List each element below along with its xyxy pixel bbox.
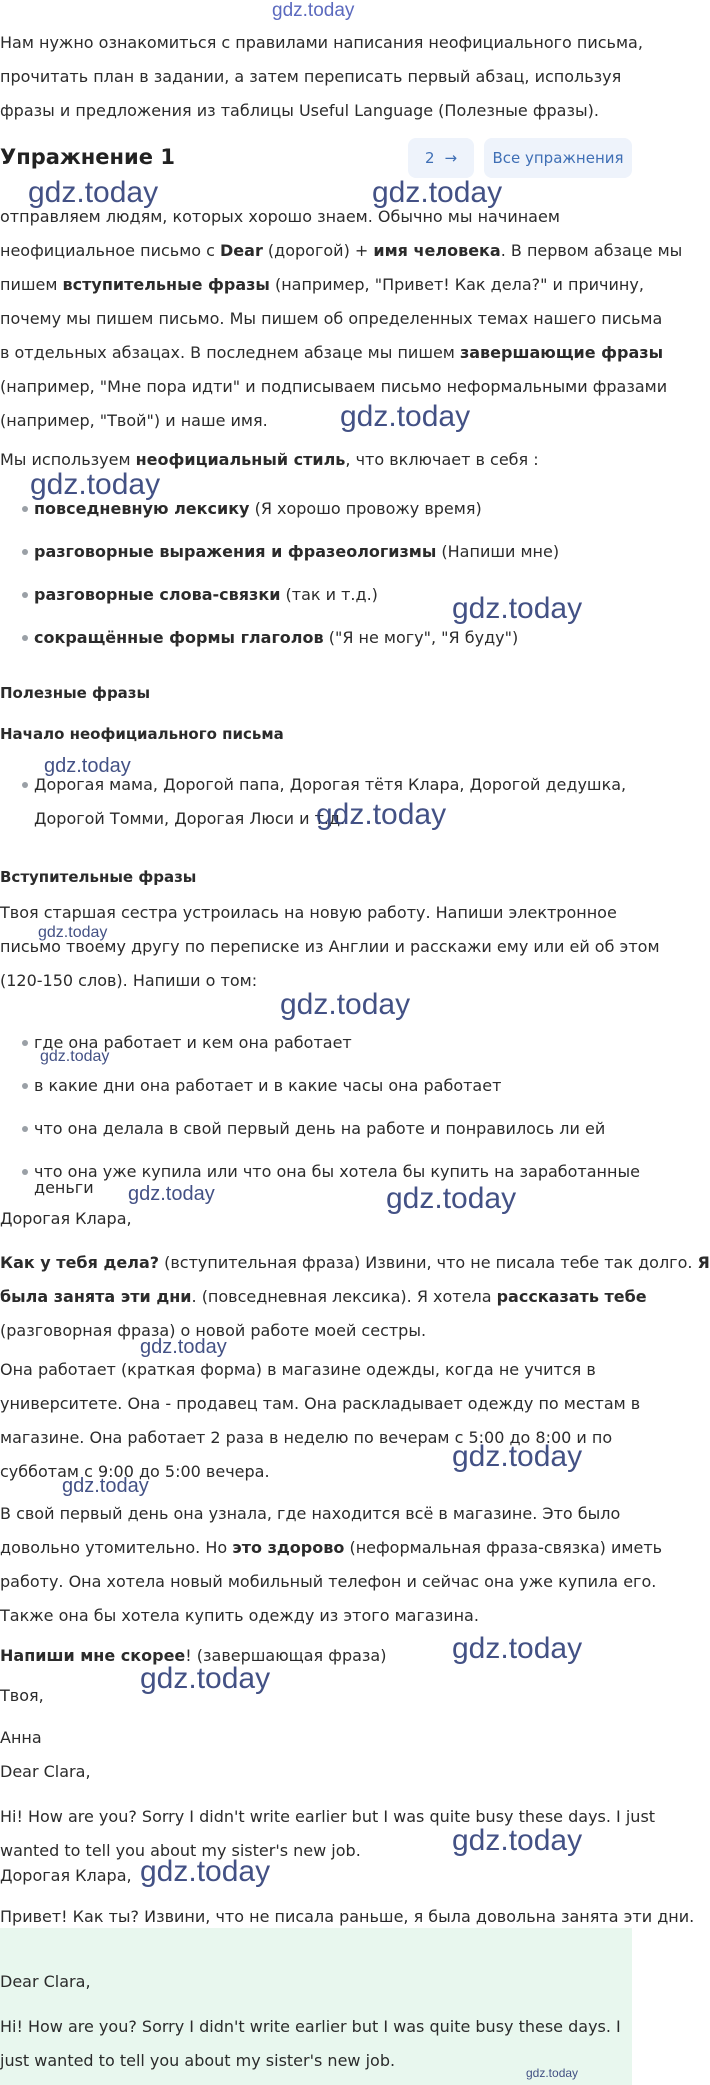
watermark: gdz.today	[38, 924, 108, 941]
start-item-line-1: Дорогая мама, Дорогой папа, Дорогая тётя Клара, Дорогой дедушка,	[34, 775, 627, 794]
letter-closing: Напиши мне скорее! (завершающая фраза)	[0, 1646, 387, 1665]
bullet-icon	[22, 592, 28, 598]
exercise-title: Упражнение 1	[0, 145, 175, 169]
letter-p2-line-1: Она работает (краткая форма) в магазине одежды, когда не учится в	[0, 1360, 596, 1379]
style-item-4: сокращённые формы глаголов ("Я не могу", "Я буду")	[34, 628, 519, 647]
watermark: gdz.today	[452, 1824, 583, 1857]
intro-line-1: Нам нужно ознакомиться с правилами написания неофициального письма,	[0, 33, 643, 52]
intro-line-2: прочитать план в задании, а затем переписать первый абзац, используя	[0, 67, 622, 86]
letter-line-2: была занята эти дни. (повседневная лексика). Я хотела рассказать тебе	[0, 1287, 647, 1306]
watermark: gdz.today	[62, 1475, 149, 1497]
intro-line-3: фразы и предложения из таблицы Useful Language (Полезные фразы).	[0, 101, 599, 120]
watermark: gdz.today	[140, 1855, 271, 1888]
intro-phrases-title: Вступительные фразы	[0, 868, 197, 886]
task-line-1: Твоя старшая сестра устроилась на новую работу. Напиши электронное	[0, 903, 617, 922]
letter-start-title: Начало неофициального письма	[0, 725, 284, 743]
letter-greeting: Дорогая Клара,	[0, 1209, 132, 1228]
ru2-line-1: Привет! Как ты? Извини, что не писала раньше, я была довольна занята эти дни.	[0, 1907, 695, 1926]
ru2-greeting: Дорогая Клара,	[0, 1866, 132, 1885]
letter-line-3: (разговорная фраза) о новой работе моей сестры.	[0, 1321, 427, 1340]
task-line-2: письмо твоему другу по переписке из Англии и расскажи ему или ей об этом	[0, 937, 660, 956]
all-exercises-label: Все упражнения	[492, 149, 624, 167]
logo-watermark: gdz.today	[272, 0, 355, 21]
watermark: gdz.today	[40, 1048, 110, 1065]
watermark: gdz.today	[140, 1336, 227, 1358]
useful-phrases-title: Полезные фразы	[0, 684, 151, 702]
next-exercise-button[interactable]	[408, 138, 474, 178]
bullet-icon	[22, 549, 28, 555]
style-item-2: разговорные выражения и фразеологизмы (Напиши мне)	[34, 542, 560, 561]
all-exercises-button[interactable]	[484, 138, 632, 178]
p1-line-2: неофициальное письмо с Dear (дорогой) + имя человека. В первом абзаце мы	[0, 241, 683, 260]
p1-line-3: пишем вступительные фразы (например, "Привет! Как дела?" и причину,	[0, 275, 644, 294]
start-item-line-2: Дорогой Томми, Дорогая Люси и т.д.	[34, 809, 346, 828]
watermark: gdz.today	[140, 1662, 271, 1695]
p1-line-6: (например, "Мне пора идти" и подписываем письмо неформальными фразами	[0, 377, 668, 396]
bullet-icon	[22, 1169, 28, 1175]
letter-p3-line-4: Также она бы хотела купить одежду из этого магазина.	[0, 1606, 479, 1625]
bullet-icon	[22, 782, 28, 788]
letter-sign-2: Анна	[0, 1728, 42, 1747]
task-item-1: где она работает и кем она работает	[34, 1033, 352, 1052]
bullet-icon	[22, 635, 28, 641]
p1-line-1: отправляем людям, которых хорошо знаем. Обычно мы начинаем	[0, 207, 560, 226]
letter-p3-line-1: В свой первый день она узнала, где находится всё в магазине. Это было	[0, 1504, 621, 1523]
letter-p2-line-3: магазине. Она работает 2 раза в неделю по вечерам с 5:00 до 8:00 и по	[0, 1428, 613, 1447]
watermark: gdz.today	[526, 2066, 579, 2080]
letter-sign-1: Твоя,	[0, 1686, 44, 1705]
bullet-icon	[22, 1126, 28, 1132]
task-item-4-cont: деньги	[34, 1178, 94, 1197]
answer-greeting: Dear Clara,	[0, 1972, 91, 1991]
watermark: gdz.today	[280, 988, 411, 1021]
watermark: gdz.today	[452, 592, 583, 625]
task-item-2: в какие дни она работает и в какие часы она работает	[34, 1076, 502, 1095]
watermark: gdz.today	[30, 468, 161, 501]
answer-line-1: Hi! How are you? Sorry I didn't write earlier but I was quite busy these days. I	[0, 2017, 621, 2036]
next-exercise-label: 2	[424, 149, 435, 167]
task-line-3: (120-150 слов). Напиши о том:	[0, 971, 258, 990]
p1-line-4: почему мы пишем письмо. Мы пишем об определенных темах нашего письма	[0, 309, 663, 328]
watermark: gdz.today	[316, 798, 447, 831]
en-line-2: wanted to tell you about my sister's new job.	[0, 1841, 361, 1860]
letter-p2-line-4: субботам с 9:00 до 5:00 вечера.	[0, 1462, 270, 1481]
watermark: gdz.today	[452, 1632, 583, 1665]
watermark: gdz.today	[128, 1183, 215, 1205]
bullet-icon	[22, 1083, 28, 1089]
watermark: gdz.today	[386, 1182, 517, 1215]
bullet-icon	[22, 1040, 28, 1046]
style-item-3: разговорные слова-связки (так и т.д.)	[34, 585, 378, 604]
bullet-icon	[22, 506, 28, 512]
style-item-1: повседневную лексику (Я хорошо провожу время)	[34, 499, 482, 518]
p1-line-7: (например, "Твой") и наше имя.	[0, 411, 268, 430]
letter-p3-line-2: довольно утомительно. Но это здорово (неформальная фраза-связка) иметь	[0, 1538, 663, 1557]
task-item-4: что она уже купила или что она бы хотела бы купить на заработанные	[34, 1162, 640, 1181]
letter-line-1: Как у тебя дела? (вступительная фраза) Извини, что не писала тебе так долго. Я	[0, 1253, 710, 1272]
style-intro: Мы используем неофициальный стиль, что включает в себя :	[0, 450, 539, 469]
watermark: gdz.today	[340, 400, 471, 433]
letter-p2-line-2: университете. Она - продавец там. Она раскладывает одежду по местам в	[0, 1394, 641, 1413]
watermark: gdz.today	[372, 176, 503, 209]
task-item-3: что она делала в свой первый день на работе и понравилось ли ей	[34, 1119, 606, 1138]
arrow-right-icon: →	[444, 149, 458, 167]
watermark: gdz.today	[28, 176, 159, 209]
answer-line-2: just wanted to tell you about my sister's new job.	[0, 2051, 396, 2070]
letter-p3-line-3: работу. Она хотела новый мобильный телефон и сейчас она уже купила его.	[0, 1572, 657, 1591]
en-line-1: Hi! How are you? Sorry I didn't write earlier but I was quite busy these days. I just	[0, 1807, 656, 1826]
p1-line-5: в отдельных абзацах. В последнем абзаце мы пишем завершающие фразы	[0, 343, 664, 362]
watermark: gdz.today	[44, 755, 131, 777]
watermark: gdz.today	[452, 1440, 583, 1473]
en-greeting: Dear Clara,	[0, 1762, 91, 1781]
